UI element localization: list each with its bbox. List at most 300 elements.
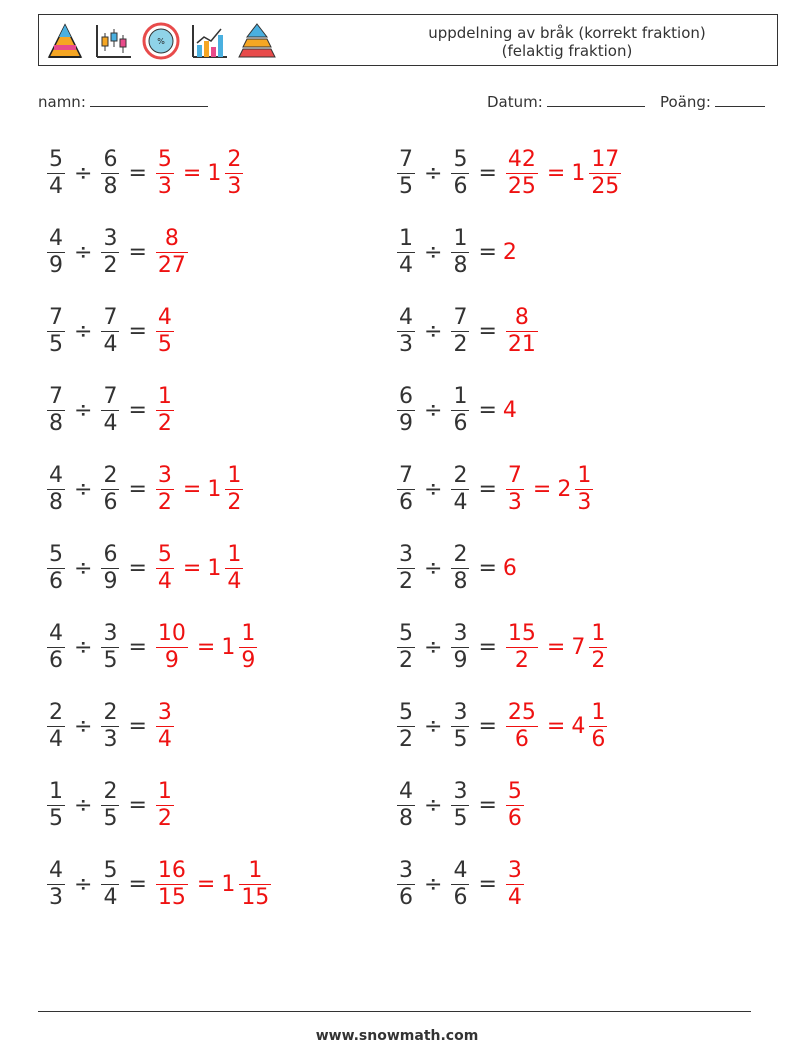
numerator: 1 (248, 857, 263, 883)
denominator: 6 (514, 726, 529, 752)
denominator: 9 (164, 647, 179, 673)
equals-sign: = (478, 792, 497, 818)
equals-sign: = (546, 634, 566, 660)
dividend-fraction (397, 542, 415, 595)
divisor-fraction (451, 542, 469, 595)
dividend-fraction (397, 147, 415, 200)
numerator: 4 (49, 620, 63, 646)
answer-fraction (506, 779, 524, 832)
mixed-number-answer (221, 621, 260, 674)
denominator: 6 (453, 884, 468, 910)
denominator: 8 (453, 568, 468, 594)
date-label: Datum: (487, 93, 543, 111)
divisor-fraction (101, 700, 119, 753)
numerator: 15 (507, 620, 536, 646)
denominator: 9 (399, 410, 413, 436)
numerator: 3 (103, 620, 118, 646)
numerator: 1 (241, 620, 256, 646)
denominator: 5 (157, 331, 172, 357)
divide-sign: ÷ (424, 239, 443, 265)
divisor-fraction (101, 542, 119, 595)
mixed-fraction-part (225, 542, 243, 595)
divide-sign: ÷ (424, 160, 443, 186)
problem-row (394, 774, 527, 836)
mixed-fraction-part (239, 858, 271, 911)
numerator: 2 (453, 541, 468, 567)
denominator: 4 (49, 726, 63, 752)
mixed-fraction-part (239, 621, 257, 674)
equals-sign: = (478, 634, 497, 660)
numerator: 3 (157, 462, 172, 488)
divide-sign: ÷ (74, 713, 93, 739)
denominator: 3 (103, 726, 118, 752)
mixed-whole-part: 1 (571, 160, 586, 186)
answer-fraction (156, 463, 174, 516)
problem-row (44, 537, 246, 599)
denominator: 25 (591, 173, 620, 199)
equals-sign: = (182, 160, 202, 186)
equals-sign: = (196, 871, 216, 897)
divisor-fraction (101, 305, 119, 358)
problem-row (44, 142, 246, 204)
divide-sign: ÷ (74, 555, 93, 581)
problem-row (44, 458, 246, 520)
denominator: 5 (103, 805, 118, 831)
dividend-fraction (47, 384, 65, 437)
numerator: 2 (103, 699, 118, 725)
denominator: 3 (157, 173, 172, 199)
dividend-fraction (397, 384, 415, 437)
mixed-whole-part: 1 (221, 634, 236, 660)
divisor-fraction (101, 779, 119, 832)
header-icons (45, 21, 277, 61)
equals-sign: = (128, 160, 147, 186)
denominator: 27 (157, 252, 186, 278)
denominator: 9 (241, 647, 256, 673)
title-line-1: uppdelning av bråk (korrekt fraktion) (428, 24, 706, 42)
denominator: 8 (49, 489, 63, 515)
denominator: 4 (157, 568, 172, 594)
numerator: 7 (49, 304, 63, 330)
equals-sign: = (546, 713, 566, 739)
denominator: 2 (157, 489, 172, 515)
denominator: 9 (49, 252, 63, 278)
percentage-badge-icon (141, 21, 181, 61)
name-line[interactable] (90, 92, 208, 107)
divide-sign: ÷ (424, 318, 443, 344)
equals-sign: = (128, 239, 147, 265)
divisor-fraction (451, 305, 469, 358)
denominator: 3 (399, 331, 413, 357)
equals-sign: = (128, 555, 147, 581)
denominator: 4 (399, 252, 413, 278)
equals-sign: = (182, 476, 202, 502)
divisor-fraction (101, 463, 119, 516)
numerator: 4 (399, 304, 413, 330)
numerator: 5 (453, 146, 468, 172)
problem-row (44, 774, 177, 836)
dividend-fraction (397, 305, 415, 358)
mixed-fraction-part (589, 621, 607, 674)
problem-row (394, 379, 517, 441)
equals-sign: = (478, 871, 497, 897)
footer-url: www.snowmath.com (315, 1028, 479, 1044)
denominator: 4 (507, 884, 522, 910)
numerator: 2 (103, 462, 118, 488)
worksheet-header (38, 14, 778, 66)
numerator: 3 (507, 857, 522, 883)
numerator: 1 (591, 699, 606, 725)
numerator: 1 (591, 620, 606, 646)
svg-text:%: % (157, 37, 165, 46)
layered-pyramid-icon (237, 21, 277, 61)
numerator: 3 (453, 699, 468, 725)
dividend-fraction (47, 226, 65, 279)
denominator: 5 (49, 331, 63, 357)
divisor-fraction (101, 621, 119, 674)
numerator: 2 (227, 146, 242, 172)
answer-fraction (156, 542, 174, 595)
denominator: 2 (227, 489, 242, 515)
numerator: 1 (399, 225, 413, 251)
dividend-fraction (397, 858, 415, 911)
denominator: 3 (49, 884, 63, 910)
problem-row (394, 221, 517, 283)
mixed-whole-part: 7 (571, 634, 586, 660)
divide-sign: ÷ (74, 476, 93, 502)
problem-row (394, 695, 610, 757)
numerator: 5 (399, 699, 413, 725)
divisor-fraction (101, 226, 119, 279)
candlestick-chart-icon (93, 21, 133, 61)
equals-sign: = (128, 634, 147, 660)
equals-sign: = (478, 555, 497, 581)
problem-row (394, 458, 596, 520)
problem-row (44, 221, 191, 283)
equals-sign: = (128, 318, 147, 344)
problem-row (394, 853, 527, 915)
divisor-fraction (451, 858, 469, 911)
name-label: namn: (38, 93, 86, 111)
denominator: 6 (399, 884, 413, 910)
denominator: 6 (591, 726, 606, 752)
answer-fraction (156, 700, 174, 753)
denominator: 4 (103, 331, 118, 357)
problem-row (44, 695, 177, 757)
denominator: 8 (453, 252, 468, 278)
pyramid-chart-icon (45, 21, 85, 61)
numerator: 3 (453, 620, 468, 646)
divide-sign: ÷ (74, 792, 93, 818)
numerator: 7 (103, 383, 118, 409)
denominator: 4 (103, 884, 118, 910)
equals-sign: = (128, 792, 147, 818)
worksheet-title (397, 24, 737, 60)
numerator: 3 (399, 541, 413, 567)
problem-row (44, 616, 260, 678)
divide-sign: ÷ (424, 713, 443, 739)
dividend-fraction (397, 700, 415, 753)
numerator: 4 (453, 857, 468, 883)
mixed-number-answer (571, 147, 624, 200)
numerator: 5 (507, 778, 522, 804)
answer-fraction (506, 305, 538, 358)
dividend-fraction (47, 463, 65, 516)
divide-sign: ÷ (74, 397, 93, 423)
mixed-whole-part: 4 (571, 713, 586, 739)
denominator: 5 (49, 805, 63, 831)
denominator: 4 (49, 173, 63, 199)
mixed-whole-part: 1 (207, 476, 222, 502)
denominator: 5 (453, 805, 468, 831)
denominator: 4 (227, 568, 242, 594)
numerator: 25 (507, 699, 536, 725)
answer-fraction (156, 147, 174, 200)
divisor-fraction (451, 147, 469, 200)
mixed-whole-part: 1 (207, 555, 222, 581)
bar-line-chart-icon (189, 21, 229, 61)
whole-answer: 2 (502, 239, 517, 265)
dividend-fraction (47, 700, 65, 753)
footer-divider (38, 1011, 751, 1012)
equals-sign: = (478, 239, 497, 265)
divisor-fraction (101, 384, 119, 437)
denominator: 5 (399, 173, 413, 199)
denominator: 2 (514, 647, 529, 673)
numerator: 2 (49, 699, 63, 725)
whole-answer: 4 (502, 397, 517, 423)
answer-fraction (156, 858, 188, 911)
numerator: 4 (49, 857, 63, 883)
numerator: 7 (507, 462, 522, 488)
dividend-fraction (397, 226, 415, 279)
divisor-fraction (101, 858, 119, 911)
numerator: 7 (103, 304, 118, 330)
mixed-whole-part: 1 (221, 871, 236, 897)
numerator: 5 (49, 541, 63, 567)
numerator: 8 (164, 225, 179, 251)
denominator: 3 (507, 489, 522, 515)
name-field[interactable] (38, 92, 208, 111)
numerator: 3 (157, 699, 172, 725)
denominator: 5 (103, 647, 118, 673)
problem-row (394, 300, 541, 362)
answer-fraction (156, 779, 174, 832)
equals-sign: = (196, 634, 216, 660)
denominator: 5 (453, 726, 468, 752)
dividend-fraction (397, 621, 415, 674)
numerator: 7 (399, 462, 413, 488)
mixed-number-answer (557, 463, 596, 516)
denominator: 3 (577, 489, 592, 515)
score-line[interactable] (715, 92, 765, 107)
divisor-fraction (451, 384, 469, 437)
mixed-number-answer (571, 700, 610, 753)
numerator: 1 (453, 225, 468, 251)
numerator: 4 (49, 225, 63, 251)
denominator: 2 (591, 647, 606, 673)
divide-sign: ÷ (74, 634, 93, 660)
answer-fraction (506, 147, 538, 200)
denominator: 2 (103, 252, 118, 278)
whole-answer: 6 (502, 555, 517, 581)
numerator: 16 (157, 857, 186, 883)
denominator: 6 (49, 647, 63, 673)
equals-sign: = (478, 713, 497, 739)
denominator: 21 (507, 331, 536, 357)
numerator: 7 (453, 304, 468, 330)
mixed-fraction-part (589, 700, 607, 753)
divide-sign: ÷ (424, 792, 443, 818)
score-field[interactable] (660, 92, 765, 111)
divide-sign: ÷ (74, 871, 93, 897)
title-line-2: (felaktig fraktion) (501, 42, 633, 60)
problem-row (44, 300, 177, 362)
numerator: 3 (103, 225, 118, 251)
score-label: Poäng: (660, 93, 711, 111)
divide-sign: ÷ (424, 634, 443, 660)
mixed-number-answer (207, 147, 246, 200)
mixed-fraction-part (575, 463, 593, 516)
numerator: 4 (49, 462, 63, 488)
denominator: 15 (157, 884, 186, 910)
numerator: 1 (577, 462, 592, 488)
denominator: 6 (399, 489, 413, 515)
problem-row (394, 142, 624, 204)
equals-sign: = (128, 397, 147, 423)
equals-sign: = (532, 476, 552, 502)
numerator: 17 (591, 146, 620, 172)
answer-fraction (506, 700, 538, 753)
answer-fraction (506, 621, 538, 674)
denominator: 2 (399, 726, 413, 752)
numerator: 1 (49, 778, 63, 804)
dividend-fraction (397, 463, 415, 516)
denominator: 9 (453, 647, 468, 673)
numerator: 5 (103, 857, 118, 883)
numerator: 1 (227, 541, 242, 567)
numerator: 8 (514, 304, 529, 330)
problem-row (44, 379, 177, 441)
divide-sign: ÷ (424, 397, 443, 423)
numerator: 1 (227, 462, 242, 488)
denominator: 6 (507, 805, 522, 831)
dividend-fraction (47, 147, 65, 200)
mixed-fraction-part (589, 147, 621, 200)
dividend-fraction (47, 621, 65, 674)
problem-row (394, 616, 610, 678)
denominator: 15 (241, 884, 270, 910)
equals-sign: = (478, 318, 497, 344)
denominator: 4 (453, 489, 468, 515)
denominator: 2 (453, 331, 468, 357)
numerator: 42 (507, 146, 536, 172)
numerator: 6 (103, 146, 118, 172)
equals-sign: = (128, 871, 147, 897)
denominator: 6 (453, 410, 468, 436)
mixed-number-answer (207, 542, 246, 595)
dividend-fraction (47, 779, 65, 832)
denominator: 9 (103, 568, 118, 594)
divisor-fraction (451, 226, 469, 279)
divide-sign: ÷ (74, 160, 93, 186)
numerator: 4 (157, 304, 172, 330)
denominator: 8 (103, 173, 118, 199)
dividend-fraction (47, 858, 65, 911)
denominator: 2 (157, 410, 172, 436)
mixed-number-answer (571, 621, 610, 674)
equals-sign: = (546, 160, 566, 186)
numerator: 3 (453, 778, 468, 804)
numerator: 1 (157, 383, 172, 409)
problem-row (44, 853, 274, 915)
numerator: 7 (399, 146, 413, 172)
denominator: 6 (49, 568, 63, 594)
mixed-number-answer (221, 858, 274, 911)
denominator: 25 (507, 173, 536, 199)
answer-fraction (156, 305, 174, 358)
date-field[interactable] (487, 92, 645, 111)
divide-sign: ÷ (424, 555, 443, 581)
mixed-whole-part: 2 (557, 476, 572, 502)
divide-sign: ÷ (74, 318, 93, 344)
mixed-number-answer (207, 463, 246, 516)
equals-sign: = (128, 476, 147, 502)
divisor-fraction (451, 779, 469, 832)
numerator: 5 (157, 146, 172, 172)
denominator: 6 (453, 173, 468, 199)
numerator: 5 (157, 541, 172, 567)
numerator: 1 (453, 383, 468, 409)
dividend-fraction (47, 305, 65, 358)
divisor-fraction (451, 621, 469, 674)
answer-fraction (156, 384, 174, 437)
divisor-fraction (101, 147, 119, 200)
answer-fraction (156, 226, 188, 279)
denominator: 8 (399, 805, 413, 831)
numerator: 1 (157, 778, 172, 804)
mixed-whole-part: 1 (207, 160, 222, 186)
numerator: 4 (399, 778, 413, 804)
numerator: 6 (103, 541, 118, 567)
numerator: 7 (49, 383, 63, 409)
divide-sign: ÷ (424, 871, 443, 897)
equals-sign: = (182, 555, 202, 581)
dividend-fraction (397, 779, 415, 832)
numerator: 2 (453, 462, 468, 488)
numerator: 2 (103, 778, 118, 804)
denominator: 8 (49, 410, 63, 436)
divisor-fraction (451, 700, 469, 753)
denominator: 4 (103, 410, 118, 436)
equals-sign: = (478, 476, 497, 502)
answer-fraction (506, 463, 524, 516)
divide-sign: ÷ (74, 239, 93, 265)
numerator: 5 (49, 146, 63, 172)
equals-sign: = (478, 397, 497, 423)
numerator: 3 (399, 857, 413, 883)
denominator: 2 (157, 805, 172, 831)
divisor-fraction (451, 463, 469, 516)
denominator: 6 (103, 489, 118, 515)
denominator: 3 (227, 173, 242, 199)
numerator: 10 (157, 620, 186, 646)
answer-fraction (506, 858, 524, 911)
answer-fraction (156, 621, 188, 674)
date-line[interactable] (547, 92, 645, 107)
divide-sign: ÷ (424, 476, 443, 502)
equals-sign: = (478, 160, 497, 186)
